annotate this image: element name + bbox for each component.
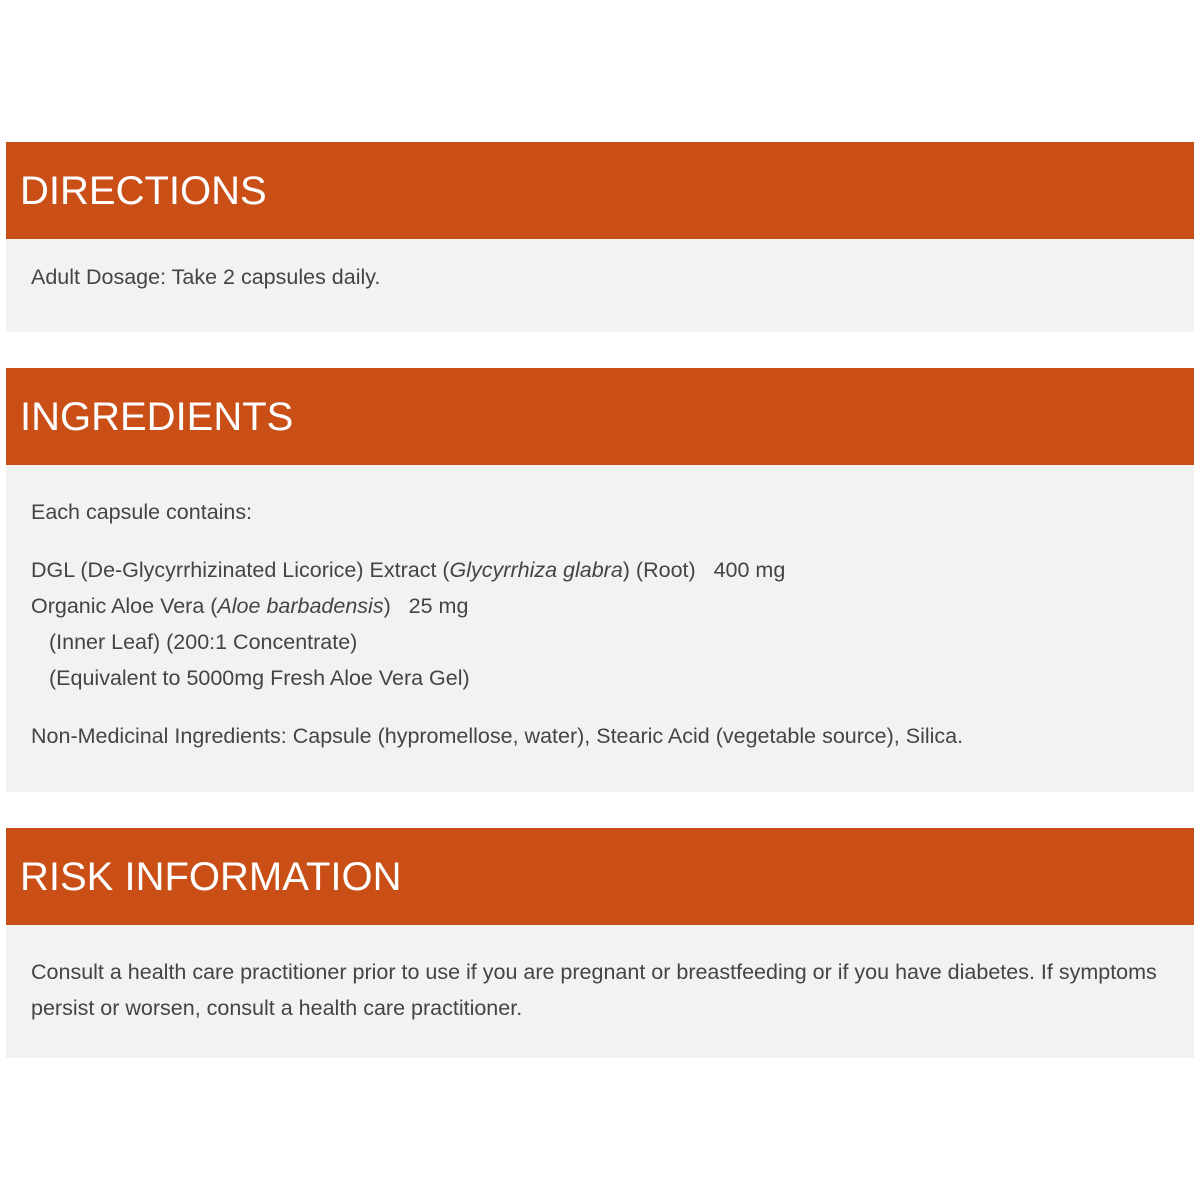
ingredient-suffix: ) (Root) 400 mg [622, 558, 786, 582]
ingredient-sub-note: (Inner Leaf) (200:1 Concentrate) [49, 630, 358, 654]
ingredients-title: INGREDIENTS [20, 395, 294, 439]
ingredient-item-dgl [31, 552, 1174, 588]
risk-body [6, 925, 1194, 1058]
risk-section [6, 828, 1194, 1058]
directions-text: Adult Dosage: Take 2 capsules daily. [31, 265, 381, 289]
risk-header [6, 828, 1194, 925]
risk-title: RISK INFORMATION [20, 855, 402, 899]
spacer [31, 530, 1174, 552]
ingredients-body [6, 465, 1194, 792]
non-medicinal-ingredients: Non-Medicinal Ingredients: Capsule (hypromellose, water), Stearic Acid (vegetable source), Silica. [31, 724, 964, 748]
ingredient-sub-note: (Equivalent to 5000mg Fresh Aloe Vera Gel) [49, 666, 470, 690]
ingredient-item-aloe [31, 588, 1174, 624]
risk-text: Consult a health care practitioner prior to use if you are pregnant or breastfeeding or if you have diabetes. If symptoms persist or worsen, consult a health care practitioner. [31, 960, 1157, 1020]
spacer [31, 696, 1174, 718]
ingredient-prefix: Organic Aloe Vera ( [31, 594, 218, 618]
ingredient-latin-name: Glycyrrhiza glabra [449, 558, 623, 582]
ingredients-intro: Each capsule contains: [31, 500, 253, 524]
directions-title: DIRECTIONS [20, 169, 267, 213]
directions-body [6, 239, 1194, 332]
ingredient-latin-name: Aloe barbadensis [217, 594, 384, 618]
ingredient-suffix: ) 25 mg [383, 594, 469, 618]
ingredients-section [6, 368, 1194, 792]
ingredient-prefix: DGL (De-Glycyrrhizinated Licorice) Extract ( [31, 558, 450, 582]
ingredients-header [6, 368, 1194, 465]
directions-header [6, 142, 1194, 239]
directions-section [6, 142, 1194, 332]
